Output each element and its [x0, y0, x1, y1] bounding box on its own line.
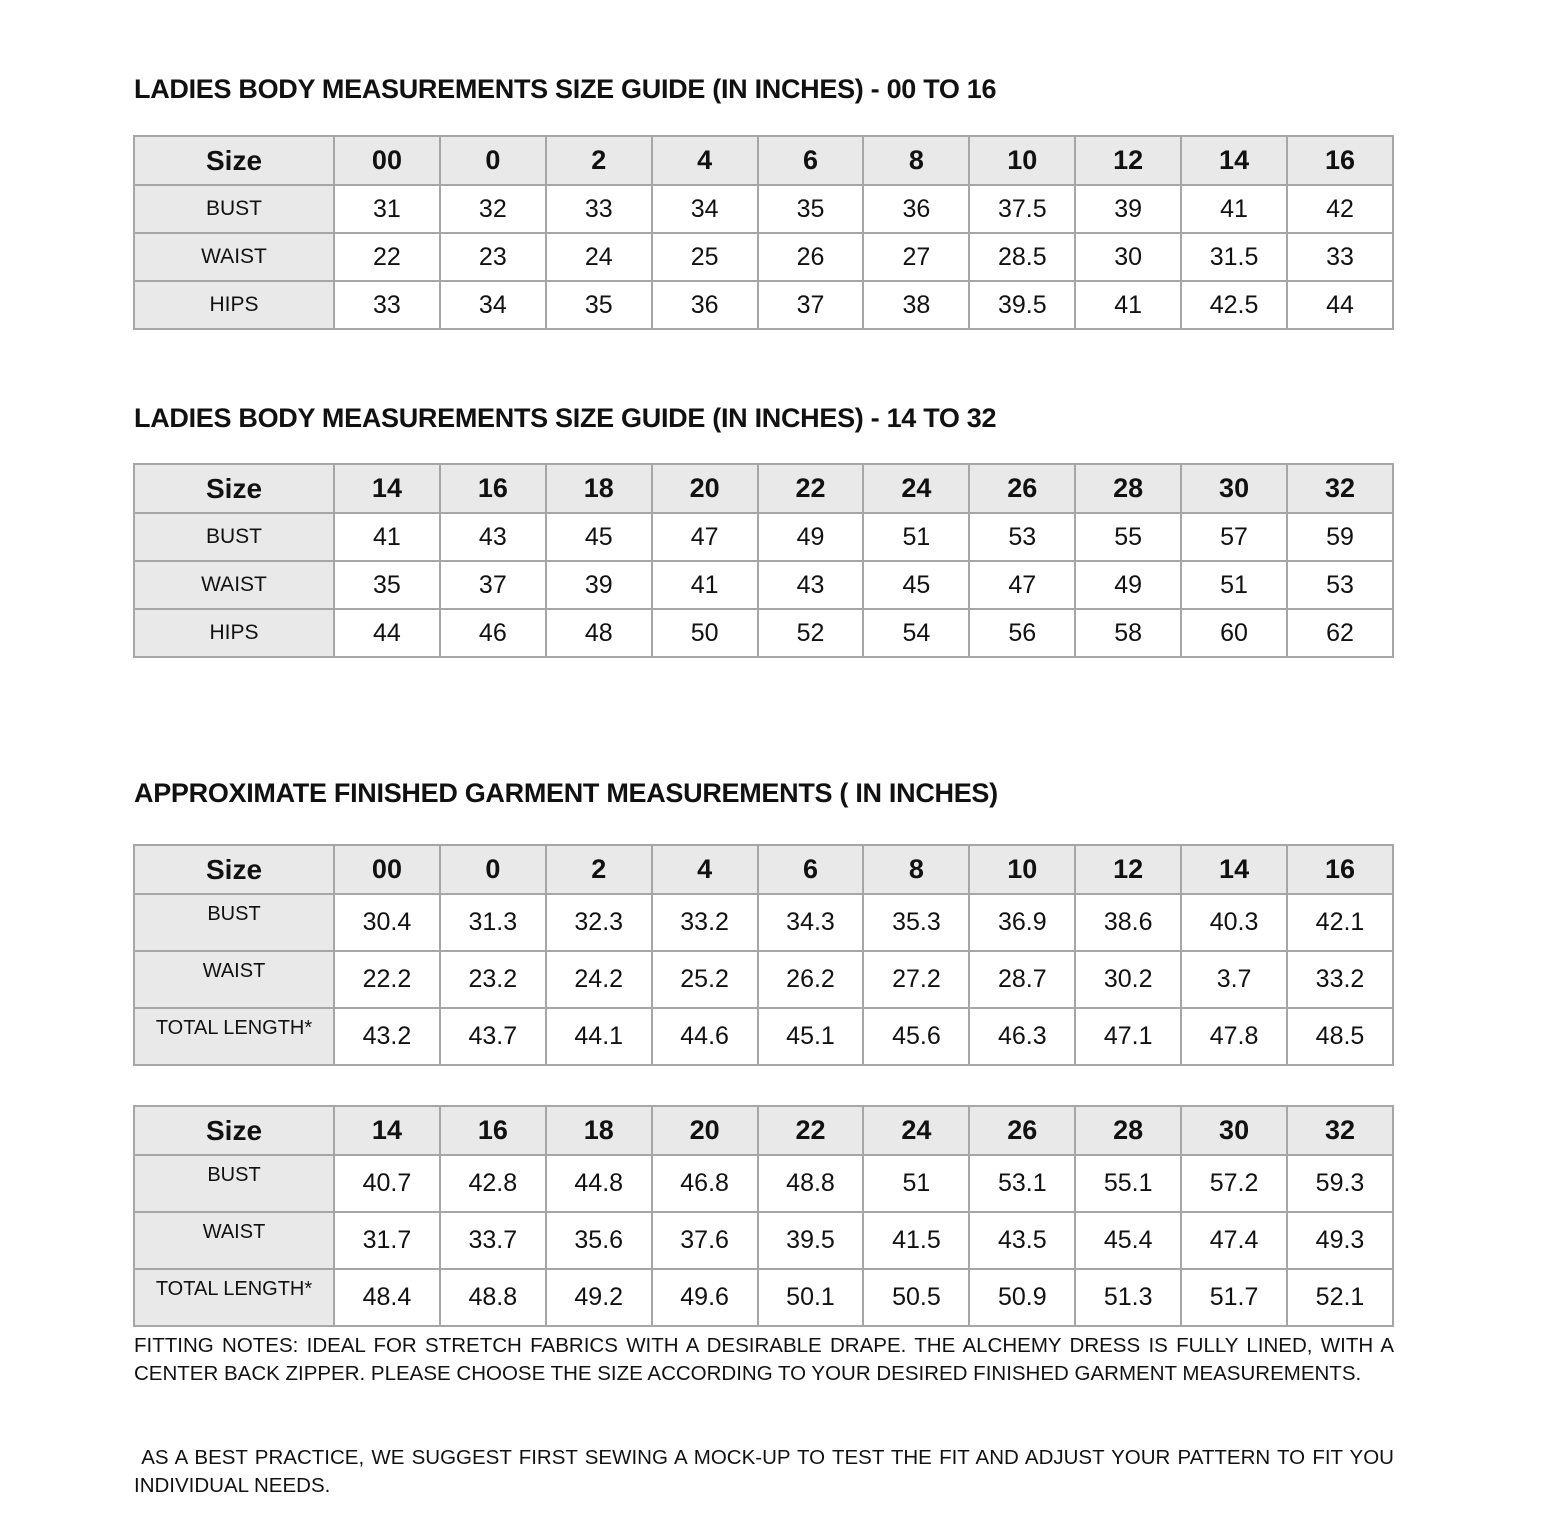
size-cell: 14	[1181, 136, 1287, 185]
value-cell: 41.5	[863, 1212, 969, 1269]
value-cell: 45	[863, 561, 969, 609]
value-cell: 39.5	[758, 1212, 864, 1269]
value-cell: 36	[652, 281, 758, 329]
table-row-bust	[134, 1155, 1393, 1212]
value-cell: 47	[652, 513, 758, 561]
value-cell: 33.2	[1287, 951, 1393, 1008]
size-cell: 12	[1075, 845, 1181, 894]
value-cell: 42.1	[1287, 894, 1393, 951]
value-cell: 43.2	[334, 1008, 440, 1065]
size-cell: 00	[334, 845, 440, 894]
value-cell: 44	[1287, 281, 1393, 329]
value-cell: 49	[758, 513, 864, 561]
size-cell: 32	[1287, 1106, 1393, 1155]
size-cell: 26	[969, 464, 1075, 513]
value-cell: 44.1	[546, 1008, 652, 1065]
value-cell: 23.2	[440, 951, 546, 1008]
row-label: BUST	[134, 513, 334, 561]
value-cell: 55.1	[1075, 1155, 1181, 1212]
value-cell: 62	[1287, 609, 1393, 657]
value-cell: 50.5	[863, 1269, 969, 1326]
size-cell: 22	[758, 464, 864, 513]
value-cell: 42	[1287, 185, 1393, 233]
table-row-waist	[134, 561, 1393, 609]
value-cell: 33	[546, 185, 652, 233]
value-cell: 31.7	[334, 1212, 440, 1269]
value-cell: 45.6	[863, 1008, 969, 1065]
value-cell: 53.1	[969, 1155, 1075, 1212]
value-cell: 45.4	[1075, 1212, 1181, 1269]
value-cell: 23	[440, 233, 546, 281]
section-title-body-14-32: LADIES BODY MEASUREMENTS SIZE GUIDE (IN INCHES) - 14 TO 32	[134, 403, 997, 433]
section-title-body-00-16: LADIES BODY MEASUREMENTS SIZE GUIDE (IN INCHES) - 00 TO 16	[134, 74, 997, 104]
size-header-cell: Size	[134, 464, 334, 513]
value-cell: 57.2	[1181, 1155, 1287, 1212]
value-cell: 50.9	[969, 1269, 1075, 1326]
row-label: HIPS	[134, 609, 334, 657]
value-cell: 50	[652, 609, 758, 657]
value-cell: 48.8	[440, 1269, 546, 1326]
row-label: HIPS	[134, 281, 334, 329]
value-cell: 42.5	[1181, 281, 1287, 329]
value-cell: 59.3	[1287, 1155, 1393, 1212]
value-cell: 22.2	[334, 951, 440, 1008]
size-cell: 20	[652, 464, 758, 513]
row-label: WAIST	[134, 951, 334, 1008]
value-cell: 24	[546, 233, 652, 281]
value-cell: 33.7	[440, 1212, 546, 1269]
value-cell: 38.6	[1075, 894, 1181, 951]
value-cell: 31.5	[1181, 233, 1287, 281]
value-cell: 22	[334, 233, 440, 281]
value-cell: 51.3	[1075, 1269, 1181, 1326]
row-label: WAIST	[134, 233, 334, 281]
size-cell: 6	[758, 845, 864, 894]
value-cell: 49	[1075, 561, 1181, 609]
value-cell: 25.2	[652, 951, 758, 1008]
value-cell: 35.6	[546, 1212, 652, 1269]
size-cell: 0	[440, 845, 546, 894]
size-cell: 18	[546, 464, 652, 513]
section-title-finished-garment: APPROXIMATE FINISHED GARMENT MEASUREMENTS ( IN INCHES)	[134, 778, 998, 808]
value-cell: 30.2	[1075, 951, 1181, 1008]
size-cell: 16	[440, 1106, 546, 1155]
value-cell: 58	[1075, 609, 1181, 657]
size-cell: 30	[1181, 464, 1287, 513]
value-cell: 55	[1075, 513, 1181, 561]
value-cell: 33	[334, 281, 440, 329]
size-cell: 24	[863, 1106, 969, 1155]
size-cell: 4	[652, 136, 758, 185]
size-cell: 8	[863, 845, 969, 894]
table-row-bust	[134, 185, 1393, 233]
value-cell: 44.6	[652, 1008, 758, 1065]
size-cell: 32	[1287, 464, 1393, 513]
value-cell: 44.8	[546, 1155, 652, 1212]
value-cell: 47.4	[1181, 1212, 1287, 1269]
value-cell: 41	[334, 513, 440, 561]
size-cell: 30	[1181, 1106, 1287, 1155]
value-cell: 53	[969, 513, 1075, 561]
value-cell: 49.2	[546, 1269, 652, 1326]
fitting-notes: FITTING NOTES: IDEAL FOR STRETCH FABRICS WITH A DESIRABLE DRAPE. THE ALCHEMY DRESS IS FULLY LINED, WITH A CENTER BACK ZIPPER. PLEASE CHOOSE THE SIZE ACCORDING TO YOUR DESIRED FINISHED GARMENT MEASUREMENTS.	[134, 1334, 1394, 1385]
table-row-waist	[134, 233, 1393, 281]
table-row-bust	[134, 894, 1393, 951]
value-cell: 32	[440, 185, 546, 233]
value-cell: 26	[758, 233, 864, 281]
value-cell: 35	[546, 281, 652, 329]
value-cell: 28.5	[969, 233, 1075, 281]
size-cell: 26	[969, 1106, 1075, 1155]
size-cell: 18	[546, 1106, 652, 1155]
value-cell: 51.7	[1181, 1269, 1287, 1326]
value-cell: 40.7	[334, 1155, 440, 1212]
value-cell: 33	[1287, 233, 1393, 281]
value-cell: 40.3	[1181, 894, 1287, 951]
table-row-total-length	[134, 1008, 1393, 1065]
table-header-row	[134, 845, 1393, 894]
value-cell: 34	[652, 185, 758, 233]
value-cell: 35	[334, 561, 440, 609]
body-measurements-table-00-16	[133, 135, 1394, 330]
size-cell: 22	[758, 1106, 864, 1155]
value-cell: 48.5	[1287, 1008, 1393, 1065]
size-header-cell: Size	[134, 1106, 334, 1155]
value-cell: 44	[334, 609, 440, 657]
value-cell: 38	[863, 281, 969, 329]
row-label: BUST	[134, 185, 334, 233]
table-row-hips	[134, 281, 1393, 329]
table-row-waist	[134, 1212, 1393, 1269]
value-cell: 26.2	[758, 951, 864, 1008]
value-cell: 51	[863, 513, 969, 561]
value-cell: 48.8	[758, 1155, 864, 1212]
value-cell: 56	[969, 609, 1075, 657]
size-cell: 14	[1181, 845, 1287, 894]
table-header-row	[134, 464, 1393, 513]
value-cell: 31	[334, 185, 440, 233]
value-cell: 46.8	[652, 1155, 758, 1212]
size-cell: 20	[652, 1106, 758, 1155]
table-row-hips	[134, 609, 1393, 657]
size-cell: 0	[440, 136, 546, 185]
value-cell: 42.8	[440, 1155, 546, 1212]
value-cell: 37.6	[652, 1212, 758, 1269]
table-row-waist	[134, 951, 1393, 1008]
value-cell: 46.3	[969, 1008, 1075, 1065]
value-cell: 39.5	[969, 281, 1075, 329]
size-cell: 16	[1287, 845, 1393, 894]
value-cell: 50.1	[758, 1269, 864, 1326]
size-cell: 6	[758, 136, 864, 185]
value-cell: 41	[1181, 185, 1287, 233]
size-cell: 10	[969, 136, 1075, 185]
value-cell: 27.2	[863, 951, 969, 1008]
value-cell: 49.3	[1287, 1212, 1393, 1269]
size-cell: 28	[1075, 464, 1181, 513]
size-cell: 14	[334, 1106, 440, 1155]
value-cell: 47.1	[1075, 1008, 1181, 1065]
table-header-row	[134, 136, 1393, 185]
size-cell: 00	[334, 136, 440, 185]
row-label: WAIST	[134, 561, 334, 609]
value-cell: 37	[758, 281, 864, 329]
value-cell: 53	[1287, 561, 1393, 609]
value-cell: 37	[440, 561, 546, 609]
value-cell: 45	[546, 513, 652, 561]
value-cell: 43.5	[969, 1212, 1075, 1269]
value-cell: 60	[1181, 609, 1287, 657]
size-cell: 14	[334, 464, 440, 513]
value-cell: 39	[546, 561, 652, 609]
value-cell: 48	[546, 609, 652, 657]
size-cell: 28	[1075, 1106, 1181, 1155]
size-cell: 8	[863, 136, 969, 185]
value-cell: 49.6	[652, 1269, 758, 1326]
value-cell: 36	[863, 185, 969, 233]
value-cell: 52.1	[1287, 1269, 1393, 1326]
value-cell: 54	[863, 609, 969, 657]
garment-measurements-table-14-32	[133, 1105, 1394, 1327]
value-cell: 36.9	[969, 894, 1075, 951]
garment-measurements-table-00-16	[133, 844, 1394, 1066]
size-cell: 16	[440, 464, 546, 513]
value-cell: 52	[758, 609, 864, 657]
value-cell: 39	[1075, 185, 1181, 233]
value-cell: 34.3	[758, 894, 864, 951]
value-cell: 47	[969, 561, 1075, 609]
row-label: TOTAL LENGTH*	[134, 1008, 334, 1065]
value-cell: 51	[863, 1155, 969, 1212]
row-label: BUST	[134, 894, 334, 951]
size-header-cell: Size	[134, 136, 334, 185]
value-cell: 30.4	[334, 894, 440, 951]
value-cell: 46	[440, 609, 546, 657]
value-cell: 24.2	[546, 951, 652, 1008]
value-cell: 31.3	[440, 894, 546, 951]
size-cell: 2	[546, 136, 652, 185]
value-cell: 41	[652, 561, 758, 609]
value-cell: 37.5	[969, 185, 1075, 233]
row-label: TOTAL LENGTH*	[134, 1269, 334, 1326]
value-cell: 43.7	[440, 1008, 546, 1065]
size-cell: 10	[969, 845, 1075, 894]
value-cell: 34	[440, 281, 546, 329]
size-cell: 2	[546, 845, 652, 894]
value-cell: 28.7	[969, 951, 1075, 1008]
body-measurements-table-14-32	[133, 463, 1394, 658]
value-cell: 35.3	[863, 894, 969, 951]
value-cell: 3.7	[1181, 951, 1287, 1008]
size-cell: 16	[1287, 136, 1393, 185]
row-label: BUST	[134, 1155, 334, 1212]
row-label: WAIST	[134, 1212, 334, 1269]
table-row-total-length	[134, 1269, 1393, 1326]
value-cell: 25	[652, 233, 758, 281]
value-cell: 48.4	[334, 1269, 440, 1326]
value-cell: 59	[1287, 513, 1393, 561]
size-header-cell: Size	[134, 845, 334, 894]
value-cell: 32.3	[546, 894, 652, 951]
value-cell: 27	[863, 233, 969, 281]
size-cell: 12	[1075, 136, 1181, 185]
value-cell: 57	[1181, 513, 1287, 561]
value-cell: 47.8	[1181, 1008, 1287, 1065]
value-cell: 33.2	[652, 894, 758, 951]
value-cell: 41	[1075, 281, 1181, 329]
size-cell: 24	[863, 464, 969, 513]
value-cell: 43	[440, 513, 546, 561]
value-cell: 30	[1075, 233, 1181, 281]
table-row-bust	[134, 513, 1393, 561]
value-cell: 45.1	[758, 1008, 864, 1065]
value-cell: 51	[1181, 561, 1287, 609]
value-cell: 35	[758, 185, 864, 233]
table-header-row	[134, 1106, 1393, 1155]
best-practice-note: AS A BEST PRACTICE, WE SUGGEST FIRST SEWING A MOCK-UP TO TEST THE FIT AND ADJUST YOUR PATTERN TO FIT YOU INDIVIDUAL NEEDS.	[134, 1446, 1400, 1497]
size-cell: 4	[652, 845, 758, 894]
value-cell: 43	[758, 561, 864, 609]
